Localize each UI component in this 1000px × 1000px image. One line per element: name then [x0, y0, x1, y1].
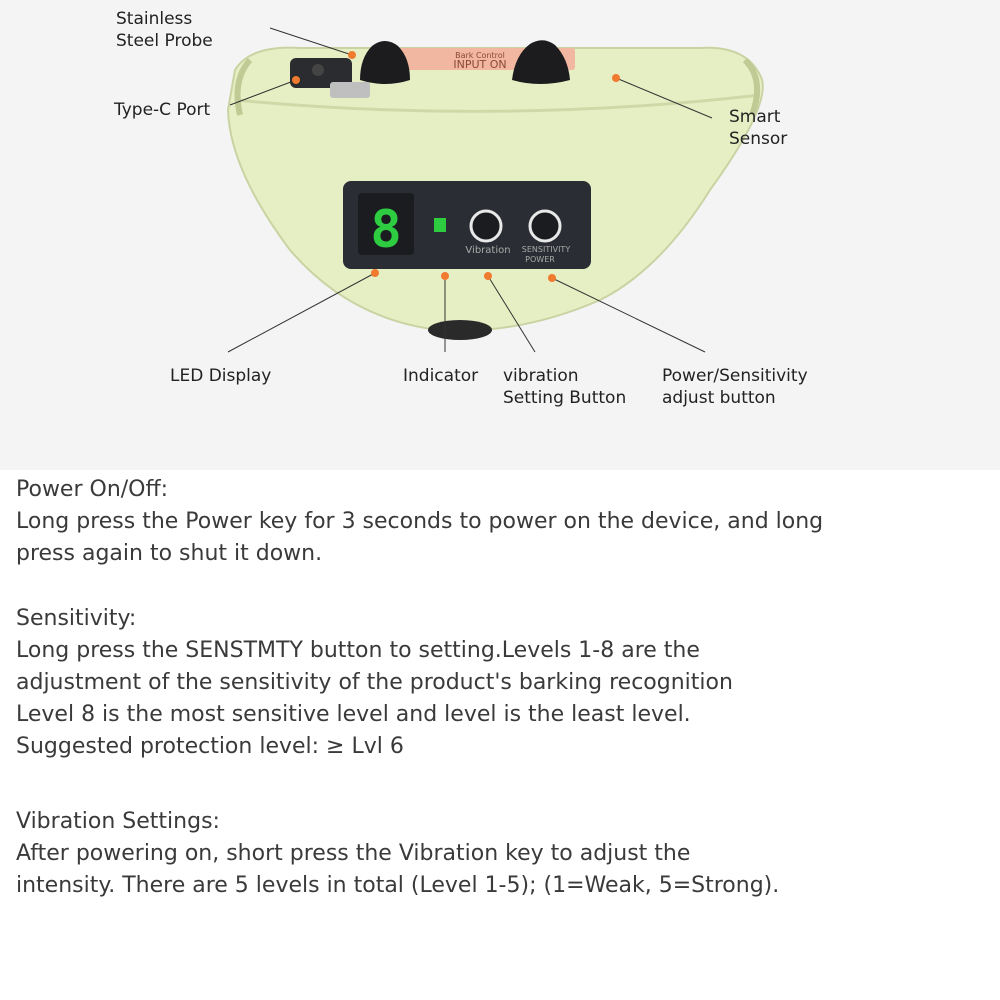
top-label-text: INPUT ON — [453, 58, 507, 71]
bottom-probe — [428, 320, 492, 340]
section-body: Long press the SENSTMTY button to setting.Levels 1-8 are the adjustment of the sensitivity of the product's barking recognition Level 8 is the most sensitive level and level is the least level. Suggested protection level: ≥ Lvl 6 — [16, 638, 733, 759]
section-vibration — [16, 806, 986, 902]
power-sensitivity-button[interactable] — [530, 211, 560, 241]
callout-dot-vibration — [484, 272, 492, 280]
callout-dot-power — [548, 274, 556, 282]
callout-dot-smart-sensor — [612, 74, 620, 82]
section-body: After powering on, short press the Vibration key to adjust the intensity. There are 5 levels in total (Level 1-5); (1=Weak, 5=Strong). — [16, 841, 780, 898]
callout-smart-sensor: Smart Sensor — [729, 107, 788, 149]
vibration-button-label: Vibration — [465, 245, 511, 256]
callout-dot-led — [371, 269, 379, 277]
type-c-connector — [330, 82, 370, 98]
section-sensitivity — [16, 603, 986, 763]
section-body: Long press the Power key for 3 seconds to power on the device, and long press again to shut it down. — [16, 509, 824, 566]
section-power — [16, 474, 986, 570]
led-digit: 8 — [370, 200, 402, 260]
power-button-label: POWER — [525, 255, 555, 264]
callout-power-sensitivity-button: Power/Sensitivity adjust button — [662, 366, 808, 408]
indicator-light — [434, 218, 446, 232]
callout-type-c-port: Type-C Port — [114, 100, 211, 120]
callout-vibration-button: vibration Setting Button — [503, 366, 627, 408]
section-heading: Sensitivity: — [16, 606, 137, 631]
callout-led-display: LED Display — [170, 366, 272, 386]
port-cover-logo — [312, 64, 324, 76]
top-label-small: Bark Control — [455, 51, 505, 60]
callout-dot-probe — [348, 51, 356, 59]
callout-dot-type-c — [292, 76, 300, 84]
device-diagram — [0, 0, 1000, 470]
section-heading: Vibration Settings: — [16, 809, 220, 834]
callout-dot-indicator — [441, 272, 449, 280]
vibration-button[interactable] — [471, 211, 501, 241]
callout-stainless-probe: Stainless Steel Probe — [116, 9, 213, 51]
sensitivity-button-label: SENSITIVITY — [521, 245, 571, 254]
callout-indicator: Indicator — [403, 366, 479, 386]
section-heading: Power On/Off: — [16, 477, 169, 502]
